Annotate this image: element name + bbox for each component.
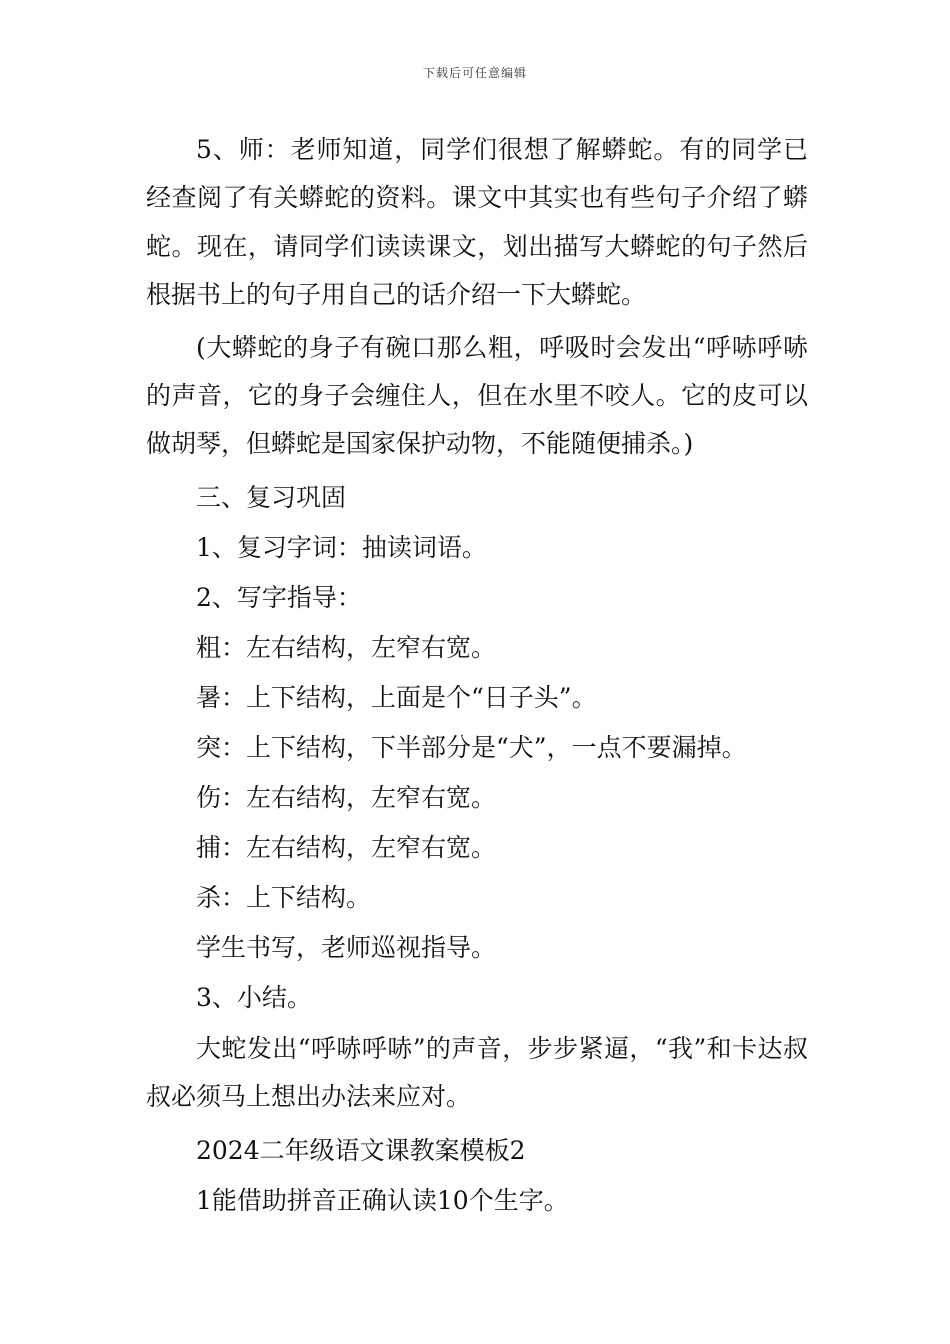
list-item-summary: 3、小结。 — [196, 982, 312, 1012]
objective-item-1: 1能借助拼音正确认读10个生字。 — [196, 1185, 569, 1215]
char-guide-shang: 伤：左右结构，左窄右宽。 — [196, 782, 497, 812]
char-guide-bu: 捕：左右结构，左窄右宽。 — [196, 832, 497, 862]
document-body — [146, 126, 808, 1226]
lesson-plan-title: 2024二年级语文课教案模板2 — [196, 1135, 526, 1165]
char-guide-cu: 粗：左右结构，左窄右宽。 — [196, 632, 497, 662]
section-heading-review: 三、复习巩固 — [196, 482, 347, 512]
paragraph-teacher-intro: 5、师：老师知道，同学们很想了解蟒蛇。有的同学已经查阅了有关蟒蛇的资料。课文中其实也有些句子介绍了蟒蛇。现在，请同学们读读课文，划出描写大蟒蛇的句子然后根据书上的句子用自己的话介绍一下大蟒蛇。 — [146, 135, 808, 310]
list-item-writing-guide: 2、写字指导： — [196, 582, 362, 612]
list-item-review-words: 1、复习字词：抽读词语。 — [196, 532, 487, 562]
char-guide-tu: 突：上下结构，下半部分是“犬”，一点不要漏掉。 — [196, 732, 747, 762]
char-guide-shu: 暑：上下结构，上面是个“日子头”。 — [196, 682, 597, 712]
page-header: 下载后可任意编辑 — [422, 66, 527, 80]
char-guide-sha: 杀：上下结构。 — [196, 882, 372, 912]
paragraph-summary: 大蛇发出“呼哧呼哧”的声音，步步紧逼，“我”和卡达叔叔必须马上想出办法来应对。 — [146, 1033, 808, 1112]
paragraph-python-description: (大蟒蛇的身子有碗口那么粗，呼吸时会发出“呼哧呼哧的声音，它的身子会缠住人，但在水里不咬人。它的皮可以做胡琴，但蟒蛇是国家保护动物，不能随便捕杀。) — [146, 332, 808, 459]
student-writing-note: 学生书写，老师巡视指导。 — [196, 932, 497, 962]
